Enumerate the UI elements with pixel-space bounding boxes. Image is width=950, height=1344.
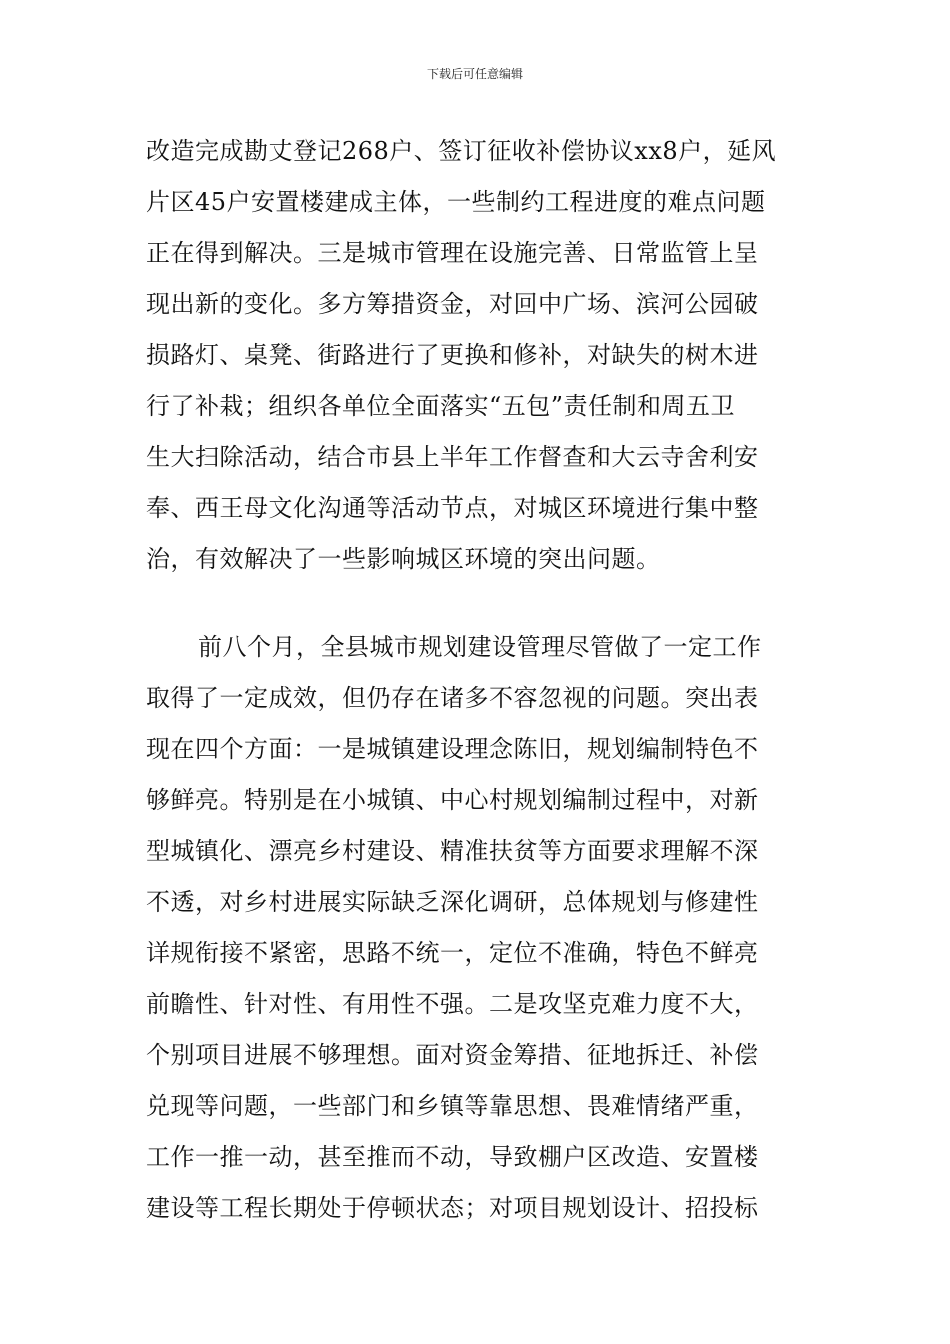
text-line: 片区45户安置楼建成主体，一些制约工程进度的难点问题 [146, 188, 766, 216]
text-line: 行了补栽；组织各单位全面落实“五包”责任制和周五卫 [146, 392, 736, 420]
text-line: 够鲜亮。特别是在小城镇、中心村规划编制过程中，对新 [146, 786, 759, 814]
page-header-note: 下载后可任意编辑 [426, 67, 523, 81]
text-line: 前瞻性、针对性、有用性不强。二是攻坚克难力度不大， [146, 990, 759, 1018]
text-line: 型城镇化、漂亮乡村建设、精准扶贫等方面要求理解不深 [146, 837, 759, 865]
text-line: 改造完成勘丈登记268户、签订征收补偿协议xx8户，延风 [146, 137, 777, 165]
text-line: 现出新的变化。多方筹措资金，对回中广场、滨河公园破 [146, 290, 759, 318]
text-line: 个别项目进展不够理想。面对资金筹措、征地拆迁、补偿 [146, 1041, 759, 1069]
text-line: 损路灯、桌凳、街路进行了更换和修补，对缺失的树木进 [146, 341, 759, 369]
text-line: 工作一推一动，甚至推而不动，导致棚户区改造、安置楼 [146, 1143, 759, 1171]
text-line: 建设等工程长期处于停顿状态；对项目规划设计、招投标 [146, 1194, 759, 1222]
paragraph-1 [146, 126, 808, 585]
text-line: 不透，对乡村进展实际缺乏深化调研，总体规划与修建性 [146, 888, 759, 916]
text-line: 治，有效解决了一些影响城区环境的突出问题。 [146, 545, 661, 573]
text-line: 奉、西王母文化沟通等活动节点，对城区环境进行集中整 [146, 494, 759, 522]
text-line: 取得了一定成效，但仍存在诸多不容忽视的问题。突出表 [146, 684, 759, 712]
text-line: 详规衔接不紧密，思路不统一，定位不准确，特色不鲜亮 [146, 939, 759, 967]
text-line: 正在得到解决。三是城市管理在设施完善、日常监管上呈 [146, 239, 759, 267]
paragraph-2 [146, 622, 808, 1234]
text-line: 生大扫除活动，结合市县上半年工作督查和大云寺舍利安 [146, 443, 759, 471]
text-line: 现在四个方面：一是城镇建设理念陈旧，规划编制特色不 [146, 735, 759, 763]
text-line: 兑现等问题，一些部门和乡镇等靠思想、畏难情绪严重， [146, 1092, 759, 1120]
text-line-first-indented: 前八个月，全县城市规划建设管理尽管做了一定工作 [198, 633, 762, 661]
